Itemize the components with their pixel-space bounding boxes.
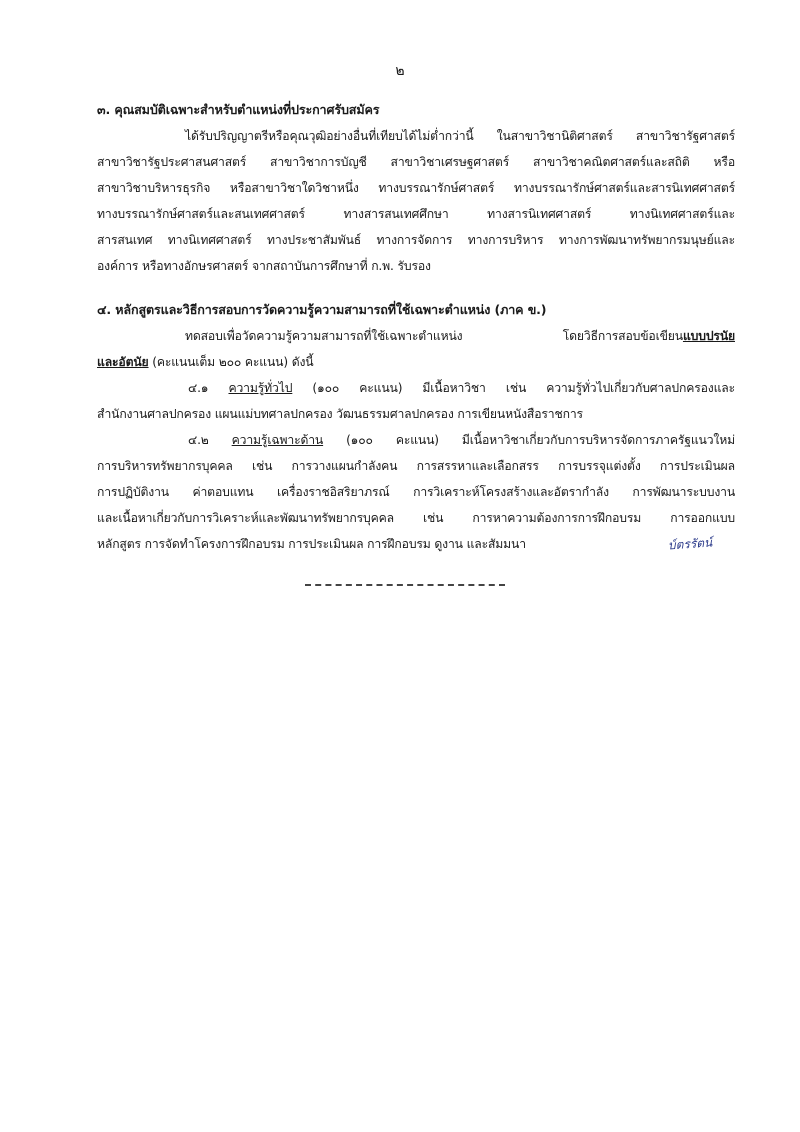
section-3-line: สาขาวิชาบริหารธุรกิจ หรือสาขาวิชาใดวิชาหนึ่ง ทางบรรณารักษ์ศาสตร์ ทางบรรณารักษ์ศาสตร์และสารนิเทศศาสตร์ — [97, 181, 735, 195]
intro-score-text: (คะแนนเต็ม ๒๐๐ คะแนน) ดังนี้ — [148, 355, 314, 369]
subsection-4-1-line-2: สำนักงานศาลปกครอง แผนแม่บทศาลปกครอง วัฒนธรรมศาลปกครอง การเขียนหนังสือราชการ — [97, 407, 583, 421]
signature: บ์ตรรัตน์ — [667, 535, 713, 553]
section-3-line: สารสนเทศ ทางนิเทศศาสตร์ ทางประชาสัมพันธ์ ทางการจัดการ ทางการบริหาร ทางการพัฒนาทรัพยากรมนุษย์และ — [97, 233, 735, 247]
section-4-intro-line-1 — [185, 323, 735, 349]
subsection-title: ความรู้เฉพาะด้าน — [231, 433, 324, 447]
subsection-number: ๔.๑ — [188, 381, 229, 395]
subsection-4-2-line-1 — [188, 427, 735, 453]
subsection-4-2-line: และเนื้อหาเกี่ยวกับการวิเคราะห์และพัฒนาทรัพยากรบุคคล เช่น การหาความต้องการการฝึกอบรม การออกแบบ — [97, 511, 735, 525]
subsection-number: ๔.๒ — [188, 433, 232, 447]
exam-type-objective: แบบปรนัย — [682, 329, 735, 343]
section-3-line: ทางบรรณารักษ์ศาสตร์และสนเทศศาสตร์ ทางสารสนเทศศึกษา ทางสารนิเทศศาสตร์ ทางนิเทศศาสตร์และ — [97, 207, 735, 221]
section-3-line: ได้รับปริญญาตรีหรือคุณวุฒิอย่างอื่นที่เทียบได้ไม่ต่ำกว่านี้ ในสาขาวิชานิติศาสตร์ สาขาวิชารัฐศาสตร์ — [185, 129, 735, 143]
exam-type-subjective: และอัตนัย — [97, 355, 149, 369]
subsection-text: (๑๐๐ คะแนน) มีเนื้อหาวิชาเกี่ยวกับการบริหารจัดการภาครัฐแนวใหม่ — [323, 433, 735, 447]
subsection-4-2-line: หลักสูตร การจัดทำโครงการฝึกอบรม การประเมินผล การฝึกอบรม ดูงาน และสัมมนา — [97, 537, 526, 551]
subsection-4-2-line: การบริหารทรัพยากรบุคคล เช่น การวางแผนกำลังคน การสรรหาและเลือกสรร การบรรจุแต่งตั้ง การประเมินผล — [97, 459, 735, 473]
section-4-heading: ๔. หลักสูตรและวิธีการสอบการวัดความรู้ความสามารถที่ใช้เฉพาะตำแหน่ง (ภาค ข.) — [97, 302, 547, 317]
subsection-title: ความรู้ทั่วไป — [228, 381, 293, 395]
subsection-text: (๑๐๐ คะแนน) มีเนื้อหาวิชา เช่น ความรู้ทั่วไปเกี่ยวกับศาลปกครองและ — [292, 381, 735, 395]
end-divider — [305, 584, 505, 586]
section-3-line: สาขาวิชารัฐประศาสนศาสตร์ สาขาวิชาการบัญชี สาขาวิชาเศรษฐศาสตร์ สาขาวิชาคณิตศาสตร์และสถิติ หรือ — [97, 155, 735, 169]
section-4-intro-line-2 — [97, 349, 735, 375]
section-3-heading: ๓. คุณสมบัติเฉพาะสำหรับตำแหน่งที่ประกาศรับสมัคร — [97, 102, 380, 117]
page-number: ๒ — [395, 63, 405, 79]
intro-text: ทดสอบเพื่อวัดความรู้ความสามารถที่ใช้เฉพาะตำแหน่ง โดยวิธีการสอบข้อเขียน — [185, 329, 683, 343]
section-3-line: องค์การ หรือทางอักษรศาสตร์ จากสถาบันการศึกษาที่ ก.พ. รับรอง — [97, 259, 431, 273]
subsection-4-1-line-1 — [188, 375, 735, 401]
subsection-4-2-line: การปฏิบัติงาน ค่าตอบแทน เครื่องราชอิสริยาภรณ์ การวิเคราะห์โครงสร้างและอัตรากำลัง การพัฒนาระบบงาน — [97, 485, 735, 499]
